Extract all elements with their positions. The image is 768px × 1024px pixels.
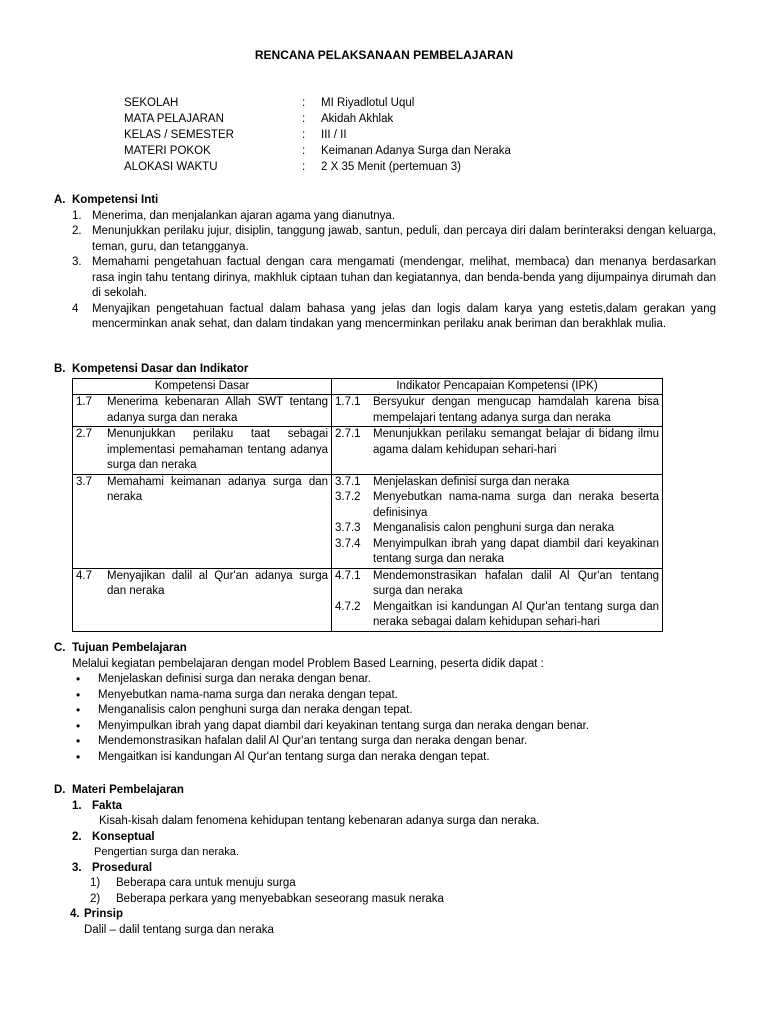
column-header-kd: Kompetensi Dasar (73, 378, 332, 395)
section-kompetensi-dasar (54, 362, 716, 632)
list-item: • Menyebutkan nama-nama surga dan neraka dengan tepat. (54, 688, 716, 704)
section-heading: D. Materi Pembelajaran (54, 784, 184, 796)
identity-row (124, 128, 511, 144)
identity-table (124, 96, 511, 176)
identity-row (124, 144, 511, 160)
ipk-cell: 4.7.1 Mendemonstrasikan hafalan dalil Al Qur'an tentang surga dan neraka 4.7.2 Mengaitkan isi kandungan Al Qur'an tentang surga dan neraka sebagai dalam kehidupan sehari-hari (332, 568, 663, 631)
tujuan-list (54, 672, 716, 765)
table-header-row (73, 378, 663, 395)
materi-konseptual-heading: 2. Konseptual (72, 830, 155, 843)
identity-value: Akidah Akhlak (321, 113, 394, 125)
kompetensi-inti-list (54, 209, 716, 333)
table-row (73, 474, 663, 568)
materi-prosedural-heading: 3. Prosedural (72, 861, 153, 874)
prosedural-list (54, 876, 716, 907)
list-item: 4 Menyajikan pengetahuan factual dalam bahasa yang jelas dan logis dalam karya yang estetis,dalam gerakan yang mencerminkan anak sehat, dan dalam tindakan yang mencerminkan perilaku anak beriman dan berakhlak mulia. (72, 302, 716, 330)
identity-value: 2 X 35 Menit (pertemuan 3) (321, 161, 461, 173)
identity-colon: : (302, 161, 306, 173)
identity-key: KELAS / SEMESTER (124, 129, 234, 141)
kd-cell: 3.7 Memahami keimanan adanya surga dan neraka (73, 474, 332, 568)
list-item: 3. Memahami pengetahuan factual dengan cara mengamati (mendengar, melihat, membaca) dan menanya berdasarkan rasa ingin tahu tentang dirinya, makhluk ciptaan tuhan dan kegiatannya, dan benda-benda yang dijumpainya dirumah dan di sekolah. (72, 256, 716, 299)
kd-cell: 4.7 Menyajikan dalil al Qur'an adanya surga dan neraka (73, 568, 332, 631)
materi-konseptual-text: Pengertian surga dan neraka. (94, 846, 239, 858)
identity-colon: : (302, 97, 306, 109)
materi-fakta-text: Kisah-kisah dalam fenomena kehidupan tentang kebenaran adanya surga dan neraka. (99, 815, 540, 827)
table-row (73, 427, 663, 475)
materi-prinsip-text: Dalil – dalil tentang surga dan neraka (84, 923, 274, 936)
table-row (73, 568, 663, 631)
ipk-cell: 3.7.1 Menjelaskan definisi surga dan neraka 3.7.2 Menyebutkan nama-nama surga dan neraka beserta definisinya 3.7.3 Menganalisis calon penghuni surga dan neraka 3.7.4 Menyimpulkan ibrah yang dapat diambil dari keyakinan tentang surga dan neraka (332, 474, 663, 568)
identity-key: MATA PELAJARAN (124, 113, 224, 125)
identity-colon: : (302, 129, 306, 141)
list-item: 1. Menerima, dan menjalankan ajaran agama yang dianutnya. (72, 209, 396, 222)
section-kompetensi-inti (54, 193, 716, 333)
identity-key: ALOKASI WAKTU (124, 161, 218, 173)
ipk-cell: 1.7.1 Bersyukur dengan mengucap hamdalah karena bisa mempelajari tentang adanya surga dan neraka (332, 395, 663, 427)
list-item: • Mendemonstrasikan hafalan dalil Al Qur'an tentang surga dan neraka dengan benar. (54, 734, 716, 750)
section-tujuan (54, 641, 716, 765)
identity-value: III / II (321, 129, 347, 141)
identity-row (124, 96, 511, 112)
identity-key: SEKOLAH (124, 97, 179, 109)
section-heading: C. Tujuan Pembelajaran (54, 642, 187, 654)
materi-fakta-heading: 1. Fakta (72, 799, 123, 812)
identity-row (124, 112, 511, 128)
identity-key: MATERI POKOK (124, 145, 211, 157)
section-heading: B. Kompetensi Dasar dan Indikator (54, 363, 249, 375)
kd-cell: 2.7 Menunjukkan perilaku taat sebagai implementasi pemahaman tentang adanya surga dan neraka (73, 427, 332, 475)
page-title: RENCANA PELAKSANAAN PEMBELAJARAN (254, 48, 514, 62)
table-row (73, 395, 663, 427)
kd-ipk-table (72, 378, 663, 632)
identity-colon: : (302, 145, 306, 157)
ipk-cell: 2.7.1 Menunjukkan perilaku semangat belajar di bidang ilmu agama dalam kehidupan sehari-hari (332, 427, 663, 475)
section-materi (54, 783, 716, 938)
list-item: 2) Beberapa perkara yang menyebabkan seseorang masuk neraka (90, 892, 444, 905)
section-heading: A. Kompetensi Inti (54, 194, 159, 206)
list-item: • Menyimpulkan ibrah yang dapat diambil dari keyakinan tentang surga dan neraka dengan benar. (54, 719, 716, 735)
list-item: • Menganalisis calon penghuni surga dan neraka dengan tepat. (54, 703, 716, 719)
identity-colon: : (302, 113, 306, 125)
identity-value: MI Riyadlotul Uqul (321, 97, 415, 109)
list-item: • Mengaitkan isi kandungan Al Qur'an tentang surga dan neraka dengan tepat. (54, 750, 716, 766)
list-item: • Menjelaskan definisi surga dan neraka dengan benar. (54, 672, 716, 688)
list-item: 1) Beberapa cara untuk menuju surga (90, 877, 296, 889)
identity-row (124, 160, 511, 176)
column-header-ipk: Indikator Pencapaian Kompetensi (IPK) (332, 378, 663, 395)
list-item: 2. Menunjukkan perilaku jujur, disiplin, tanggung jawab, santun, peduli, dan percaya diri dalam berinteraksi dengan keluarga, teman, guru, dan tetangganya. (72, 225, 716, 253)
kd-cell: 1.7 Menerima kebenaran Allah SWT tentang adanya surga dan neraka (73, 395, 332, 427)
identity-value: Keimanan Adanya Surga dan Neraka (321, 145, 511, 157)
tujuan-intro: Melalui kegiatan pembelajaran dengan model Problem Based Learning, peserta didik dapat : (72, 657, 544, 670)
materi-prinsip-heading: 4. Prinsip (70, 908, 123, 920)
